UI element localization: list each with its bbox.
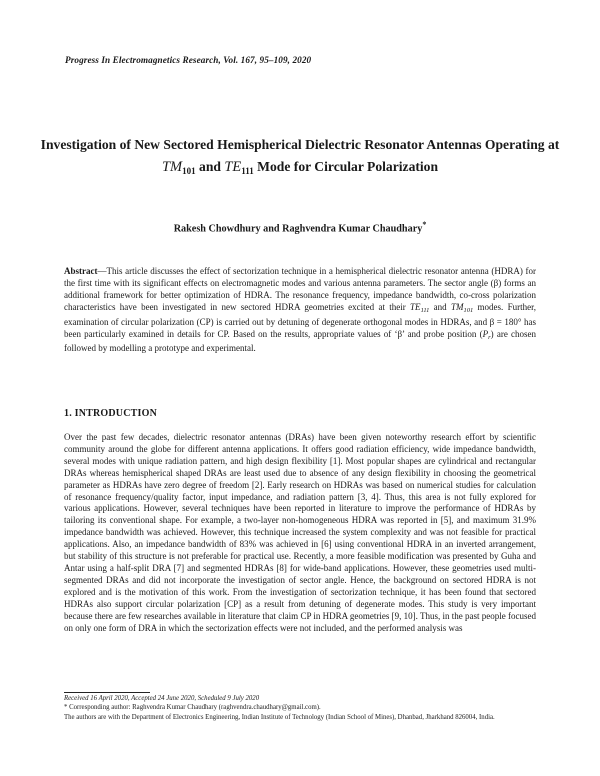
footnotes xyxy=(64,694,536,722)
footnote-corresponding: * Corresponding author: Raghvendra Kumar Chaudhary (raghvendra.chaudhary@gmail.com). xyxy=(64,704,321,712)
abstract-probe-symbol: $P_r$ xyxy=(482,328,491,341)
section-heading-introduction: 1. INTRODUCTION xyxy=(64,408,158,419)
title-mode-tm: $TM_{101}$ xyxy=(161,159,196,176)
footnote-received: Received 16 April 2020, Accepted 24 June 2020, Scheduled 9 July 2020 xyxy=(64,695,260,702)
footnote-divider xyxy=(64,692,150,693)
abstract-mode-tm: $TM_{101}$ xyxy=(450,301,474,314)
title-text-part1: Investigation of New Sectored Hemispherical Dielectric Resonator Antennas Operating at xyxy=(40,137,560,152)
title-mode-te: $TE_{111}$ xyxy=(224,159,254,176)
paper-title xyxy=(40,134,560,182)
abstract-label: Abstract xyxy=(64,266,98,276)
corresponding-author-mark: * xyxy=(422,220,427,229)
journal-header: Progress In Electromagnetics Research, Vol. 167, 95–109, 2020 xyxy=(65,55,312,65)
abstract: Abstract—This article discusses the effect of sectorization technique in a hemispherical dielectric resonator antenna (HDRA) for the first time with its significant effects on electromagnetic modes and various antenna parameters. The sector angle (β) forms an additional framework for better optimization of HDRA. The resonance frequency, impedance bandwidth, co-cross polarization characteristics have been investigated in new sectored HDRA geometries excited at their $TE_{111}$ and $TM_{101}$ modes. Further, examination of circular polarization (CP) is carried out by detuning of degenerate orthogonal modes in HDRAs, and β = 180° has been particularly examined in details for CP. Based on the results, appropriate values of ‘β’ and probe position $(P_r)$ are chosen followed by modelling a prototype and experimental. xyxy=(64,266,536,354)
introduction-paragraph: Over the past few decades, dielectric resonator antennas (DRAs) have been given noteworthy research effort by scientific community around the globe for different antenna applications. It offers good radiation efficiency, wide impedance bandwidth, several modes with unique radiation pattern, and high design flexibility [1]. Most popular shapes are cylindrical and rectangular DRAs whereas hemispherical shaped DRAs are least used due to absence of any design flexibility in choosing the geometrical parameter as HDRAs have zero degree of freedom [2]. Early research on HDRAs was based on numerical studies for calculation of resonance frequency/quality factor, input impedance, and radiation pattern [3, 4]. Thus, this area is not fully explored for various applications. However, several techniques have been reported in literature to improve the performance of HDRAs by tailoring its conventional shape. For example, a two-layer non-homogeneous HDRA was reported in [5], and maximum 31.9% impedance bandwidth was achieved. However, this technique increased the system complexity and was not feasible for practical applications. Also, an impedance bandwidth of 83% was achieved in [6] using conventional HDRA in an inverted arrangement, but stability of this structure is not preferable for practical use. Recently, a more feasible modification was presented by Guha and Antar using a half-split DRA [7] and segmented HDRAs [8] for wide-band applications. However, these geometries used multi-segmented DRAs and did not incorporate the investigation of sector angle. Hence, the background on sectored HDRA is not explored and is the motivation of this work. From the investigation of sectorization technique, it has been found that sectored HDRAs also support circular polarization [CP] as a result from detuning of degenerate modes. This study is very important because there are few researches available in literature that claim CP in HDRA geometries [9, 10]. Thus, in the past people focused on only one form of DRA in which the sectorization effects were not included, and the performed analysis was xyxy=(64,432,536,633)
abstract-mode-te: $TE_{111}$ xyxy=(410,301,430,314)
title-text-part2: Mode for Circular Polarization xyxy=(253,159,439,174)
introduction-body xyxy=(64,432,536,634)
footnote-affiliation: The authors are with the Department of Electronics Engineering, Indian Institute of Technology (Indian School of Mines), Dhanbad, Jharkhand 826004, India. xyxy=(64,713,495,721)
title-and: and xyxy=(195,159,225,174)
authors: Rakesh Chowdhury and Raghvendra Kumar Chaudhary* xyxy=(173,220,427,235)
